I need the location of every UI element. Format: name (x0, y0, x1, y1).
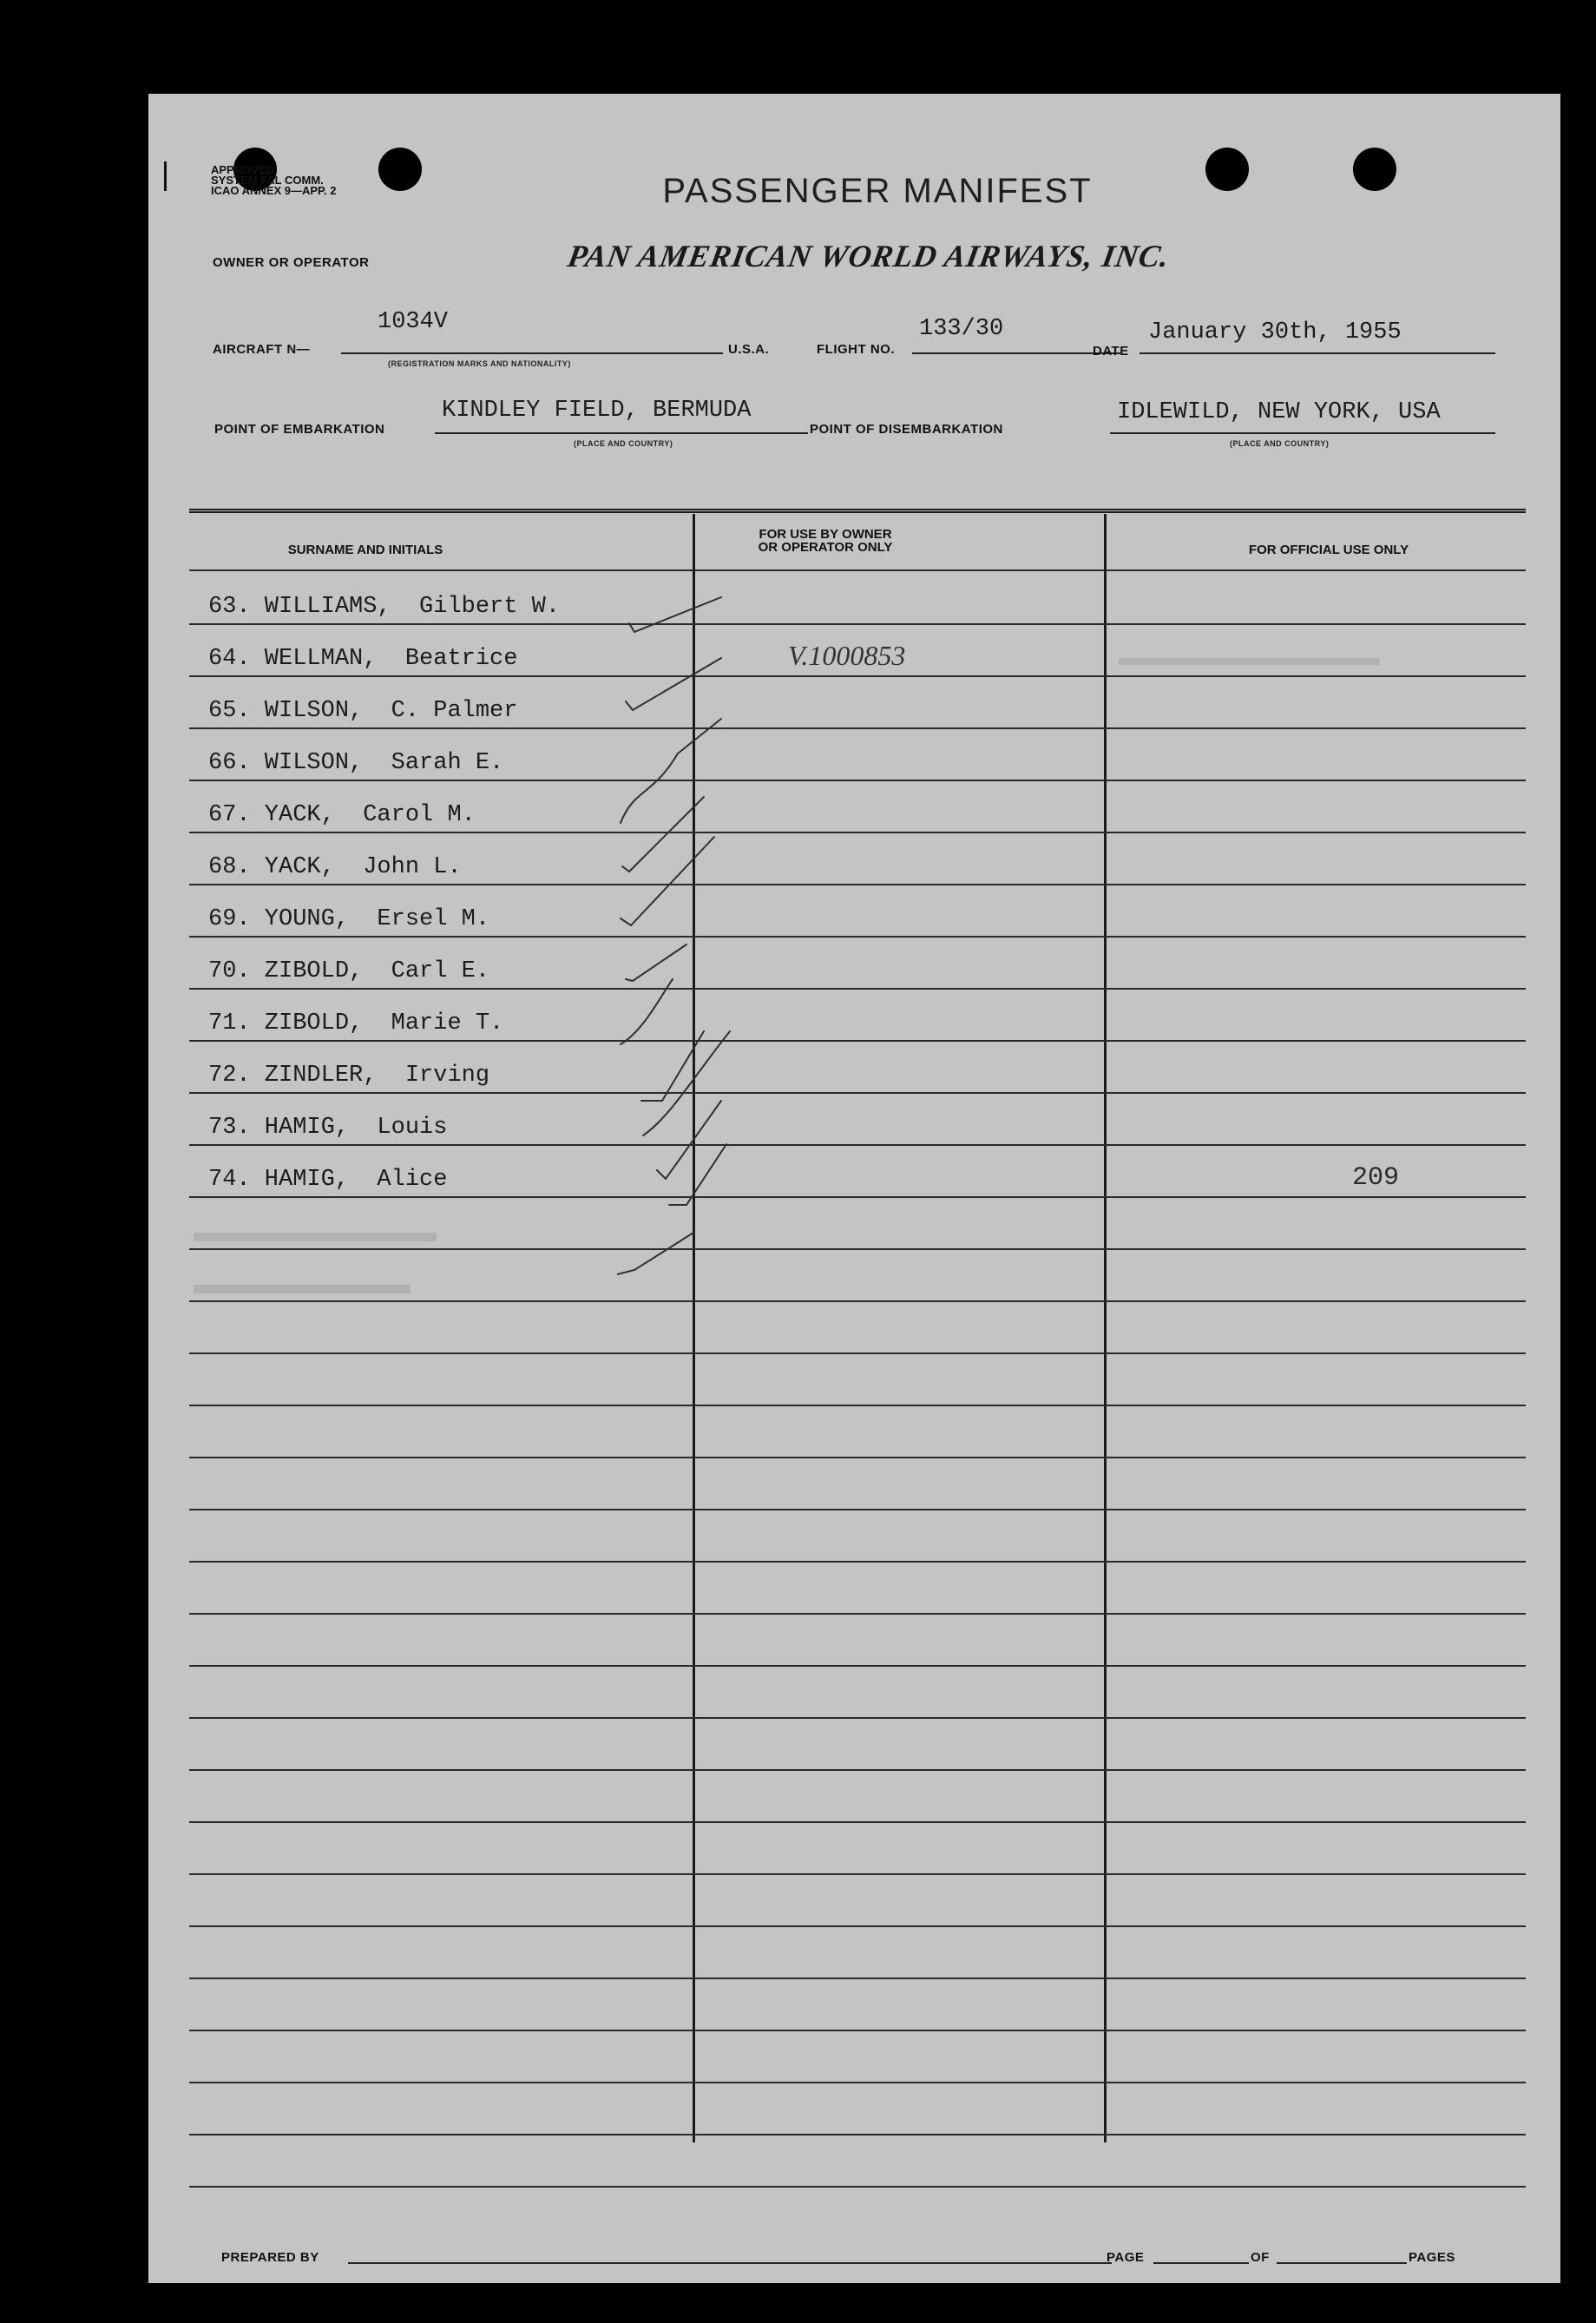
table-top-rule (189, 509, 1526, 513)
check-marks (617, 580, 895, 1344)
aircraft-value: 1034V (378, 309, 449, 335)
date-value: January 30th, 1955 (1148, 319, 1402, 345)
passenger-name: 63. WILLIAMS, Gilbert W. (208, 594, 561, 620)
table-row (189, 1352, 1526, 1406)
passenger-name: 74. HAMIG, Alice (208, 1167, 448, 1193)
table-row (189, 1613, 1526, 1667)
table-row (189, 2082, 1526, 2135)
owner-label: OWNER OR OPERATOR (213, 255, 370, 270)
embark-caption: (PLACE AND COUNTRY) (574, 439, 673, 448)
disembark-caption: (PLACE AND COUNTRY) (1230, 439, 1330, 448)
passenger-name: 69. YOUNG, Ersel M. (208, 906, 490, 932)
col-official-header: FOR OFFICIAL USE ONLY (1248, 543, 1409, 557)
passenger-name: 72. ZINDLER, Irving (208, 1063, 490, 1089)
passenger-name: 65. WILSON, C. Palmer (208, 698, 518, 724)
approval-stamp (211, 165, 337, 196)
table-row (189, 2134, 1526, 2188)
aircraft-underline (341, 352, 723, 354)
erased-mark-1 (1119, 658, 1379, 665)
prepared-by-underline (348, 2262, 1112, 2264)
passenger-name: 64. WELLMAN, Beatrice (208, 646, 518, 672)
erased-mark-2 (194, 1233, 437, 1241)
airline-name: PAN AMERICAN WORLD AIRWAYS, INC. (565, 239, 1172, 273)
date-underline (1140, 352, 1495, 354)
flight-label: FLIGHT NO. (817, 342, 895, 357)
owner-note: V.1000853 (788, 640, 906, 671)
table-row (189, 1717, 1526, 1771)
registration-caption: (REGISTRATION MARKS AND NATIONALITY) (388, 359, 571, 368)
table-row (189, 1769, 1526, 1823)
embark-label: POINT OF EMBARKATION (214, 422, 385, 437)
passenger-name: 71. ZIBOLD, Marie T. (208, 1010, 504, 1036)
table-row (189, 1821, 1526, 1875)
embark-value: KINDLEY FIELD, BERMUDA (442, 398, 752, 424)
passenger-name: 73. HAMIG, Louis (208, 1115, 448, 1141)
table-row (189, 1978, 1526, 2031)
table-row (189, 1509, 1526, 1563)
flight-underline (912, 352, 1120, 354)
table-row (189, 1457, 1526, 1510)
page-underline (1153, 2262, 1249, 2264)
table-row (189, 1405, 1526, 1458)
punch-hole-2 (378, 148, 422, 191)
col-surname-header: SURNAME AND INITIALS (287, 543, 443, 557)
page-label: PAGE (1107, 2250, 1145, 2265)
table-row (189, 1873, 1526, 1927)
passenger-name: 70. ZIBOLD, Carl E. (208, 958, 490, 984)
table-row (189, 1665, 1526, 1719)
date-label: DATE (1093, 344, 1129, 359)
col-owner-header-text: FOR USE BY OWNER OR OPERATOR ONLY (758, 527, 893, 555)
official-note: 209 (1352, 1163, 1400, 1193)
embark-underline (435, 432, 808, 434)
table-row (189, 1561, 1526, 1615)
aircraft-label: AIRCRAFT N— (213, 342, 311, 357)
passenger-name: 68. YACK, John L. (208, 854, 462, 880)
manifest-sheet (148, 94, 1560, 2283)
prepared-by-label: PREPARED BY (221, 2250, 319, 2265)
table-row (189, 1925, 1526, 1979)
disembark-underline (1110, 432, 1495, 434)
disembark-label: POINT OF DISEMBARKATION (810, 422, 1003, 437)
stamp-line-1: APPROVED (211, 163, 274, 176)
page-title: PASSENGER MANIFEST (662, 172, 1093, 210)
passenger-name: 66. WILSON, Sarah E. (208, 750, 504, 776)
disembark-value: IDLEWILD, NEW YORK, USA (1117, 399, 1441, 425)
of-label: OF (1251, 2250, 1270, 2265)
passenger-name: 67. YACK, Carol M. (208, 802, 476, 828)
flight-value: 133/30 (919, 316, 1004, 342)
table-row (189, 2030, 1526, 2083)
stamp-line-3: ICAO ANNEX 9—APP. 2 (211, 184, 337, 197)
margin-tick (164, 161, 167, 191)
stamp-line-2: SYSTEM FAL COMM. (211, 174, 324, 187)
erased-mark-3 (194, 1285, 410, 1293)
pages-label: PAGES (1409, 2250, 1455, 2265)
of-underline (1277, 2262, 1407, 2264)
usa-label: U.S.A. (728, 342, 770, 357)
punch-hole-3 (1205, 148, 1249, 191)
col-owner-header (695, 528, 956, 554)
punch-hole-4 (1353, 148, 1396, 191)
